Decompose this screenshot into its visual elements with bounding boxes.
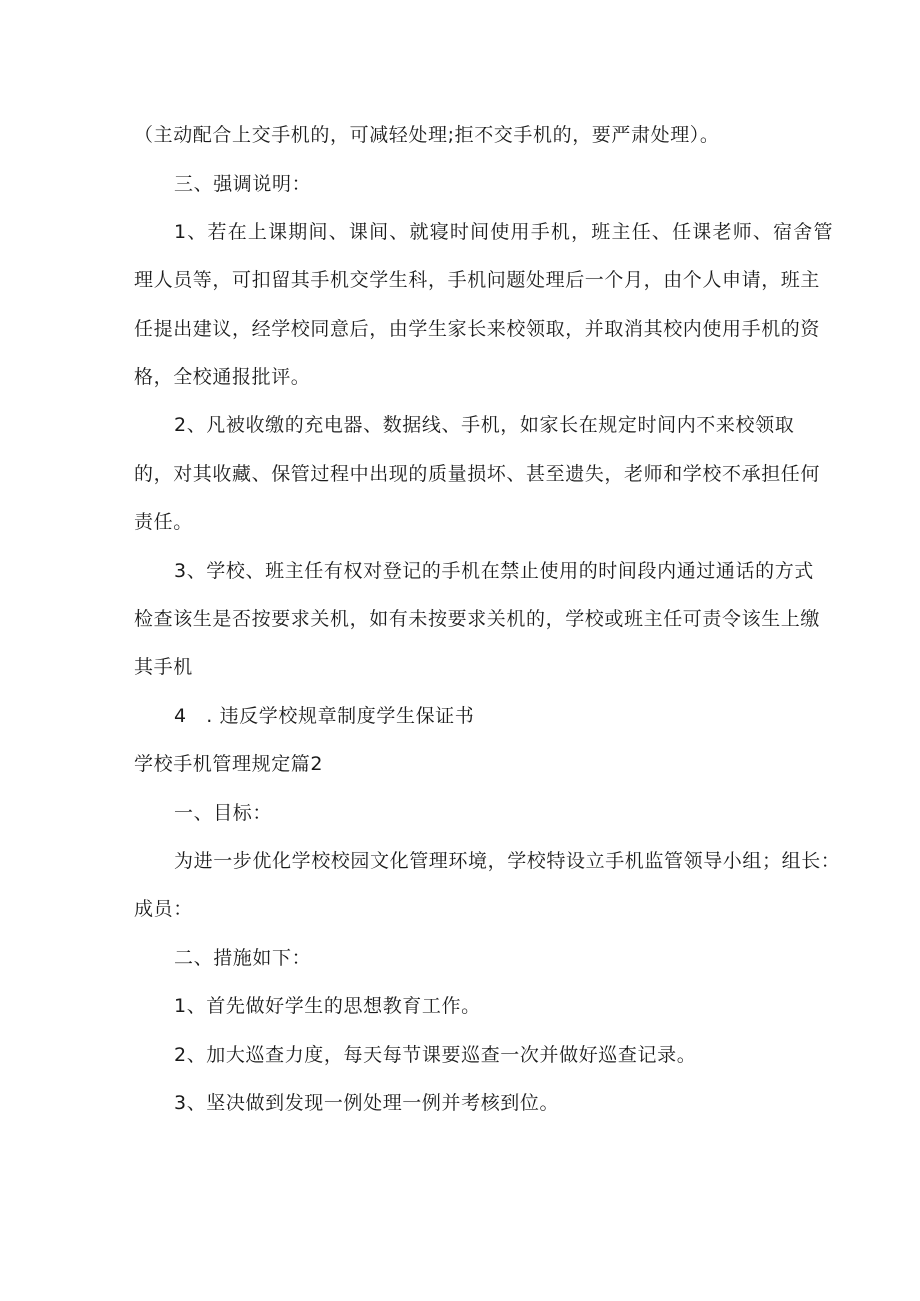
list-item: 3、坚决做到发现一例处理一例并考核到位。 [174, 1092, 560, 1114]
section-heading: 三、强调说明： [174, 173, 312, 195]
paragraph-line: 为进一步优化学校校园文化管理环境，学校特设立手机监管领导小组；组长： [174, 850, 841, 872]
paragraph-line: 2、凡被收缴的充电器、数据线、手机，如家长在规定时间内不来校领取 [174, 414, 795, 436]
paragraph-line: （主动配合上交手机的，可减轻处理;拒不交手机的，要严肃处理）。 [134, 124, 720, 146]
paragraph-line: 责任。 [134, 511, 193, 533]
paragraph-line: 格，全校通报批评。 [134, 366, 311, 388]
paragraph-line: 成员： [134, 898, 193, 920]
paragraph-line: 1、若在上课期间、课间、就寝时间使用手机，班主任、任课老师、宿舍管 [174, 221, 834, 243]
list-item: 1、首先做好学生的思想教育工作。 [174, 995, 481, 1017]
paragraph-line: 理人员等，可扣留其手机交学生科，手机问题处理后一个月，由个人申请，班主 [134, 269, 821, 291]
section-heading: 二、措施如下： [174, 947, 312, 969]
paragraph-line: 其手机 [134, 656, 193, 678]
paragraph-line: 的，对其收藏、保管过程中出现的质量损坏、甚至遗失，老师和学校不承担任何 [134, 463, 821, 485]
paragraph-line: 检查该生是否按要求关机，如有未按要求关机的，学校或班主任可责令该生上缴 [134, 608, 821, 630]
paragraph-line: 任提出建议，经学校同意后，由学生家长来校领取，并取消其校内使用手机的资 [134, 318, 821, 340]
list-item: 4 . 违反学校规章制度学生保证书 [174, 705, 475, 727]
section-heading: 一、目标： [174, 802, 273, 824]
list-item: 2、加大巡查力度，每天每节课要巡查一次并做好巡查记录。 [174, 1044, 697, 1066]
section-title: 学校手机管理规定篇2 [134, 753, 324, 775]
paragraph-line: 3、学校、班主任有权对登记的手机在禁止使用的时间段内通过通话的方式 [174, 560, 814, 582]
